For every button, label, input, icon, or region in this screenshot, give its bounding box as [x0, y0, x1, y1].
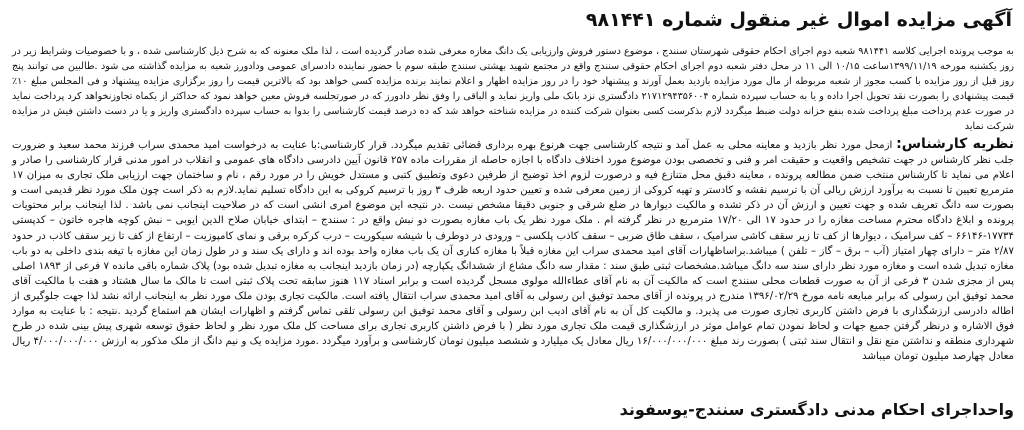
- issuer-signature: واحداجرای احکام مدنی دادگستری سنندج-یوسفوند: [619, 400, 1014, 419]
- expert-opinion-heading: نظریه کارشناس:: [896, 136, 1014, 152]
- expert-opinion-text: ازمحل مورد نظر بازدید و معاینه محلی به عمل آمد و نتیجه کارشناسی جهت هرنوع بهره برداری قضائی تقدیم میگردد. قرار کارشناسی:با عنایت به درخواست امید محمدی سراب فرزند محمد سعید و ضرورت جلب نظر کارشناس در جهت تشخیص واقعیت و حقیقت امر و فنی و تخصصی بودن موضوع مورد اختلاف دادگاه با اجازه حاصله از مقررات ماده ۲۵۷ قانون آیین دادرسی دادگاه های عمومی و انقلاب در امور مدنی قرار کارشناسی را صادر و اعلام می نماید تا کارشناس منتخب ضمن مطالعه پرونده ، معاینه دقیق محل متنازع فیه و درصورت لزوم اخذ توضیح از طرفین دعوی وتطبیق کتبی و مستدل خویش را در مورد رقم ، نام و ساختمان جهت ارزیابی ملک تجاری به میزان ۱۷ مترمربع تعیین تا نسبت به برآورد ارزش ریالی آن با ترسیم نقشه و کادستر و تهیه کروکی از زمین معرفی شده و تعیین حدود اربعه ظرف ۳ روز با ترسیم کروکی به این دادگاه تسلیم نماید.لازم به ذکر است چون ملک مورد نظر قدیمی است و بصورت سه دانگ تعریف شده و جهت تعیین و ارزش آن در ذکر تشده و مالکیت دیوارها در ضلع شرقی و جنوبی دقیقا مشخص نیست .در نتیجه این موضوع امری انشی است که در صلاحیت اینجانب نمی باشد . لذا اینجانب برابر محتویات پرونده و ابلاغ دادگاه محترم مساحت مغازه را در حدود ۱۷ الی ۱۷/۲۰ مترمربع در نظر گرفته ام . ملک مورد نظر یک باب مغازه بصورت دو نبش واقع در : سنندج – ابتدای خیابان صلاح الدین ایوبی – نبش کوچه هاجره خاتون – کدپستی ۱۷۷۳۴-۶۶۱۴۶ – کف سرامیک ، دیوارها از کف تا زیر سقف کاشی سرامیک ، سقف طاق ضربی – سقف کاذب پلکسی – ورودی در دوطرف با شیشه سیکوریت – درب کرکره برقی و نمای کامپوزیت – ارتفاع از کف تا زیر سقف کاذب در حدود ۲/۸۷ متر – دارای چهار امتیاز (آب – برق – گاز – تلفن ) میباشد.براساظهارات آقای امید محمدی سراب این مغازه قبلاً با مغازه کناری آن یک باب مغازه واحد بوده اند و دارای یک سند و در طول زمان این مغازه با تیغه بندی داخلی به دو باب مغازه تبدیل شده است و مغازه مورد نظر دارای سند سه دانگ میباشد.مشخصات ثبتی طبق سند : مقدار سه دانگ مشاع از ششدانگ یکپارچه (در زمان بازدید اینجانب به مغازه تبدیل شده بود) پلاک شماره باقی مانده ۷ فرعی از ۱۸۹۳ اصلی پس از مجزی شدن ۳ فرعی از آن به صورت قطعات محلی سنندج است که مالکیت آن به نام آقای عطاءالله مولوی مسجل گردیده است و برابر اسناد ۱۱۷ هنوز سابقه تحت پلاک ثبتی است تا مالک ما سال هشتاد و هفت با مالکیت آقای محمد توفیق ابن رسولی که برابر مبایعه نامه مورخ ۱۳۹۶/۰۲/۲۹ مندرج در پرونده از آقای محمد توفیق ابن رسولی به آقای امید محمدی سراب انتقال یافته است. مالکیت تجاری بودن ملک مورد نظر به اینجانب ارائه نشد لذا جهت جلوگیری از اطاله دادرسی ارزشگذاری با فرض داشتن کاربری تجاری صورت می پذیرد. و مالکیت کل آن به نام آقای ادیب ابن رسولی و آقای محمد توفیق ابن رسولی تلقی تماس گرفتم و اظهارات ایشان هم استماع گردید .نتیجه : با عنایت به موارد فوق الاشاره و درنظر گرفتن جمیع جهات و لحاظ نمودن تمام عوامل موثر در ارزشگذاری قیمت ملک تجاری مورد نظر ( با فرض داشتن کاربری تجاری برای مساحت کل ملک مورد نظر و لحاظ حقوق توسعه شهری پیش بینی شده در طرح شهرداری منطقه و نداشتن منع نقل و انتقال سند ثبتی ) بصورت رند مبلغ ۱۶/۰۰۰/۰۰۰/۰۰۰ ریال معادل یک میلیارد و ششصد میلیون تومان کارشناسی و برآورد میگردد .مورد مزایده یک و نیم دانگ از ملک مذکور به ارزش ۴/۰۰۰/۰۰۰/۰۰۰ ریال معادل چهارصد میلیون تومان میباشد: [12, 140, 1015, 363]
- notice-title: آگهی مزایده اموال غیر منقول شماره ۹۸۱۴۴۱: [585, 9, 1012, 31]
- auction-conditions-paragraph: به موجب پرونده اجرایی کلاسه ۹۸۱۴۴۱ شعبه دوم اجرای احکام حقوقی شهرستان سنندج ، موضوع دستور فروش وارزیابی یک دانگ مغازه معرفی شده صادر گردیده است ، لذا ملک معنونه که به شرح ذیل کارشناسی شده ، و با خصوصیات وشرایط زیر در روز یکشنبه مورخه ۱۳۹۹/۱۱/۱۹ساعت ۱۰/۱۵ الی ۱۱ در محل دفتر شعبه دوم اجرای احکام حقوقی سنندج واقع در مجتمع شهید بهشتی سنندج طبقه سوم با حضور نماینده دادسرای عمومی ودادورز شعبه به مزایده گذاشته می شود .طالبین می توانند پنج روز قبل از روز مزایده با کسب مجوز از شعبه مربوطه از مال مورد مزایده بازدید بعمل آورند و پیشنهاد خود را در روز مزایده اظهار و اعلام نمایند برنده مزایده کسی خواهد بود که بالاترین قیمت را روز برگزاری مزایده پیشنهاد و فی المجلس مبلغ ۱۰٪ قیمت پیشنهادی را بصورت نقد تحویل اجرا داده و یا به حساب سپرده شماره ۲۱۷۱۲۹۴۳۵۶۰۰۴ دادگستری نزد بانک ملی واریز نماید و الباقی را وفق نظر دادورز که در صورتجلسه فروش معین خواهد نمود که حداکثر از یکماه تجاوزنخواهد کرد پرداخت نماید در صورت عدم پرداخت مبلغ پرداخت شده بنفع خزانه دولت ضبط میگردد لازم بذکرست کسی بعنوان شرکت کننده در مزایده شناخته خواهد شد که ده درصد قیمت کارشناسی را بدوا به حساب سپرده دادگستری واریز و یا در دست داشتن فیش در مزایده شرکت نماید: [12, 46, 1015, 132]
- expert-opinion-section: [12, 137, 1014, 364]
